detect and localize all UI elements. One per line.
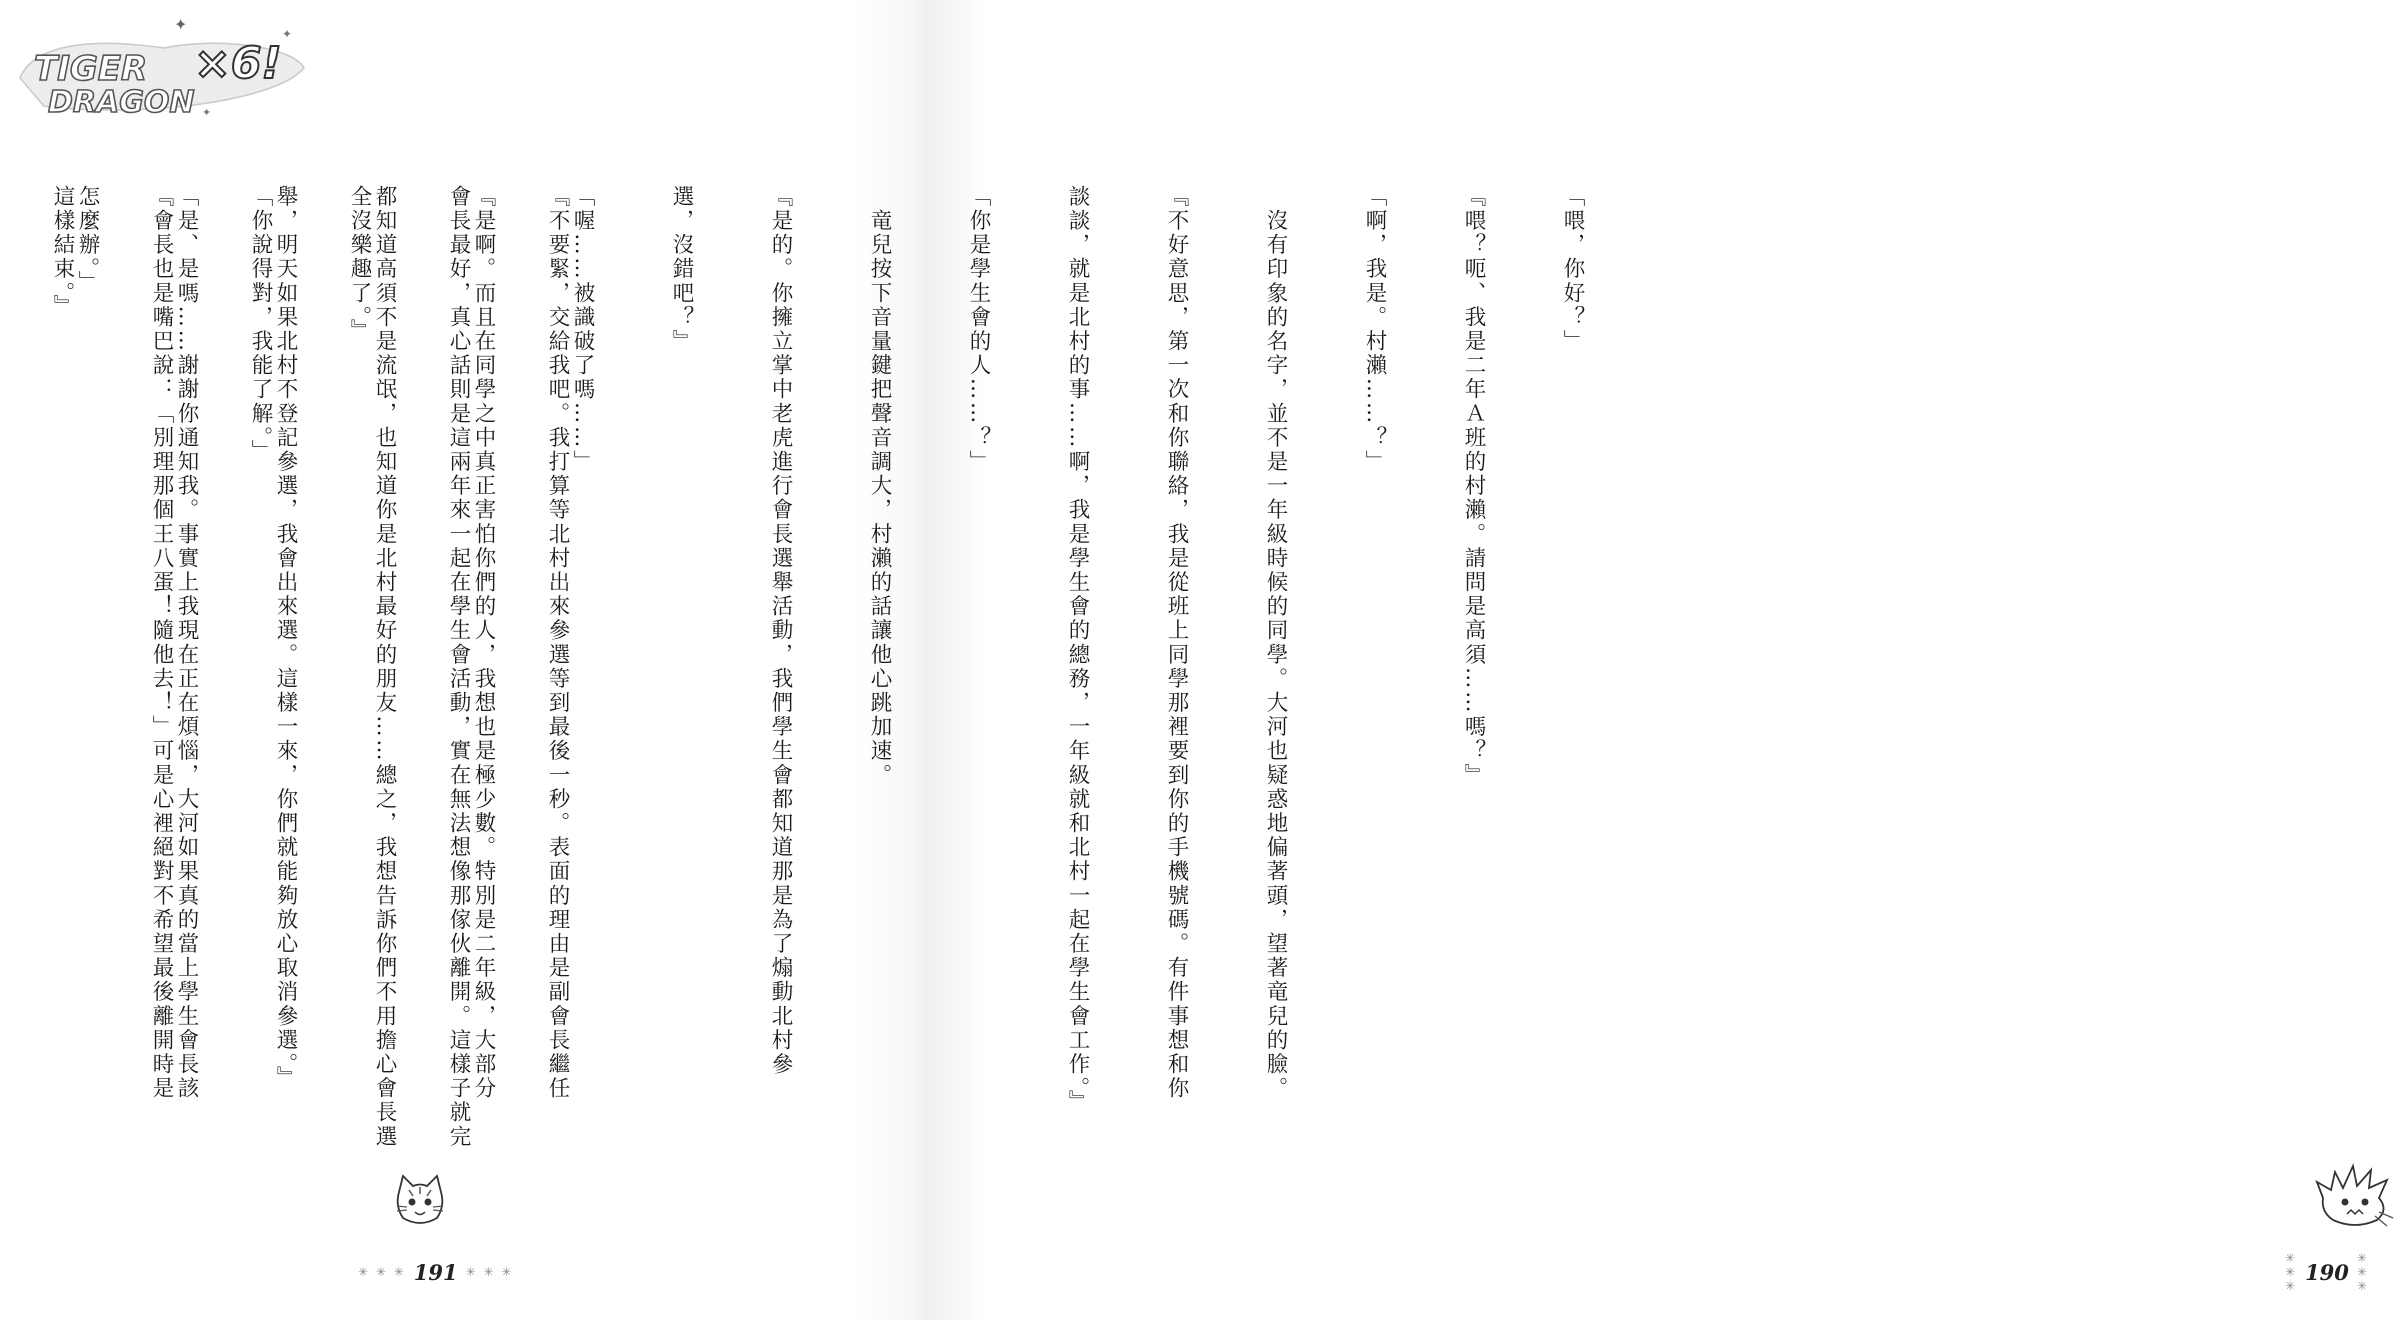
text-column: 『不好意思，第一次和你聯絡，我是從班上同學那裡要到你的手機號碼。有件事想和你 [1164, 185, 1189, 1101]
page-number-area [2285, 1252, 2369, 1292]
page-number-area [358, 1252, 513, 1292]
text-column: 「是、是嗎……謝謝你通知我。事實上我現在正在煩惱，大河如果真的當上學生會長該 [174, 185, 199, 1101]
text-column: 『會長也是嘴巴說：「別理那個王八蛋！隨他去！」可是心裡絕對不希望最後離開時是 [149, 185, 174, 1101]
text-column: 『不要緊，交給我吧。我打算等北村出來參選等到最後一秒。表面的理由是副會長繼任 [545, 185, 570, 1101]
sparkle-icon: ✳ ✳ ✳ [465, 1265, 514, 1279]
text-column: 這樣結束。』 [50, 185, 75, 319]
sparkle-icon: ✳ ✳ ✳ [2356, 1251, 2369, 1293]
text-column: 「你說得對，我能了解。」 [248, 185, 273, 464]
dragon-mascot-icon [2315, 1160, 2397, 1232]
logo-graphic [14, 8, 314, 128]
sparkle-icon: ✦ [202, 106, 212, 119]
text-column: 怎麼辦。」 [75, 185, 100, 295]
text-column: 談談，就是北村的事……啊，我是學生會的總務，一年級就和北村一起在學生會工作。』 [1065, 185, 1090, 1115]
page-number: 190 [2305, 1259, 2349, 1285]
text-column: 選，沒錯吧？』 [669, 185, 694, 354]
text-column: 沒有印象的名字，並不是一年級時候的同學。大河也疑惑地偏著頭，望著竜兒的臉。 [1263, 185, 1288, 1101]
text-column: 「你是學生會的人……？」 [966, 185, 991, 475]
text-column: 「喔……被識破了嗎……」 [570, 185, 595, 475]
sparkle-icon: ✦ [282, 27, 293, 41]
text-column: 竜兒按下音量鍵把聲音調大，村瀨的話讓他心跳加速。 [867, 185, 892, 788]
sparkle-icon: ✳ ✳ ✳ [2285, 1251, 2298, 1293]
sparkle-icon: ✦ [174, 15, 188, 34]
text-column: 都知道高須不是流氓，也知道你是北村最好的朋友……總之，我想告訴你們不用擔心會長選 [372, 185, 397, 1149]
series-logo [14, 8, 314, 128]
text-column: 舉，明天如果北村不登記參選，我會出來選。這樣一來，你們就能夠放心取消參選。』 [273, 185, 298, 1091]
logo-line2: DRAGON [48, 85, 195, 120]
sparkle-icon: ✳ ✳ ✳ [358, 1265, 406, 1279]
text-column: 全沒樂趣了。』 [347, 185, 372, 343]
text-column: 「啊，我是。村瀨……？」 [1362, 185, 1387, 475]
logo-line1: TIGER [34, 49, 148, 89]
text-column: 『是的。你擁立掌中老虎進行會長選舉活動，我們學生會都知道那是為了煽動北村參 [768, 185, 793, 1077]
text-column: 「喂，你好？」 [1560, 185, 1585, 354]
page-number: 191 [413, 1259, 458, 1285]
text-column: 『是啊。而且在同學之中真正害怕你們的人，我想也是極少數。特別是二年級，大部分 [471, 185, 496, 1101]
cat-mascot-icon [393, 1172, 447, 1230]
right-page-text [5, 185, 1655, 1175]
text-column: 『喂？呃、我是二年Ａ班的村瀨。請問是高須……嗎？』 [1461, 185, 1486, 788]
text-column: 會長最好，真心話則是這兩年來一起在學生會活動，實在無法想像那傢伙離開。這樣子就完 [446, 185, 471, 1149]
logo-mark: ×6! [194, 38, 282, 89]
